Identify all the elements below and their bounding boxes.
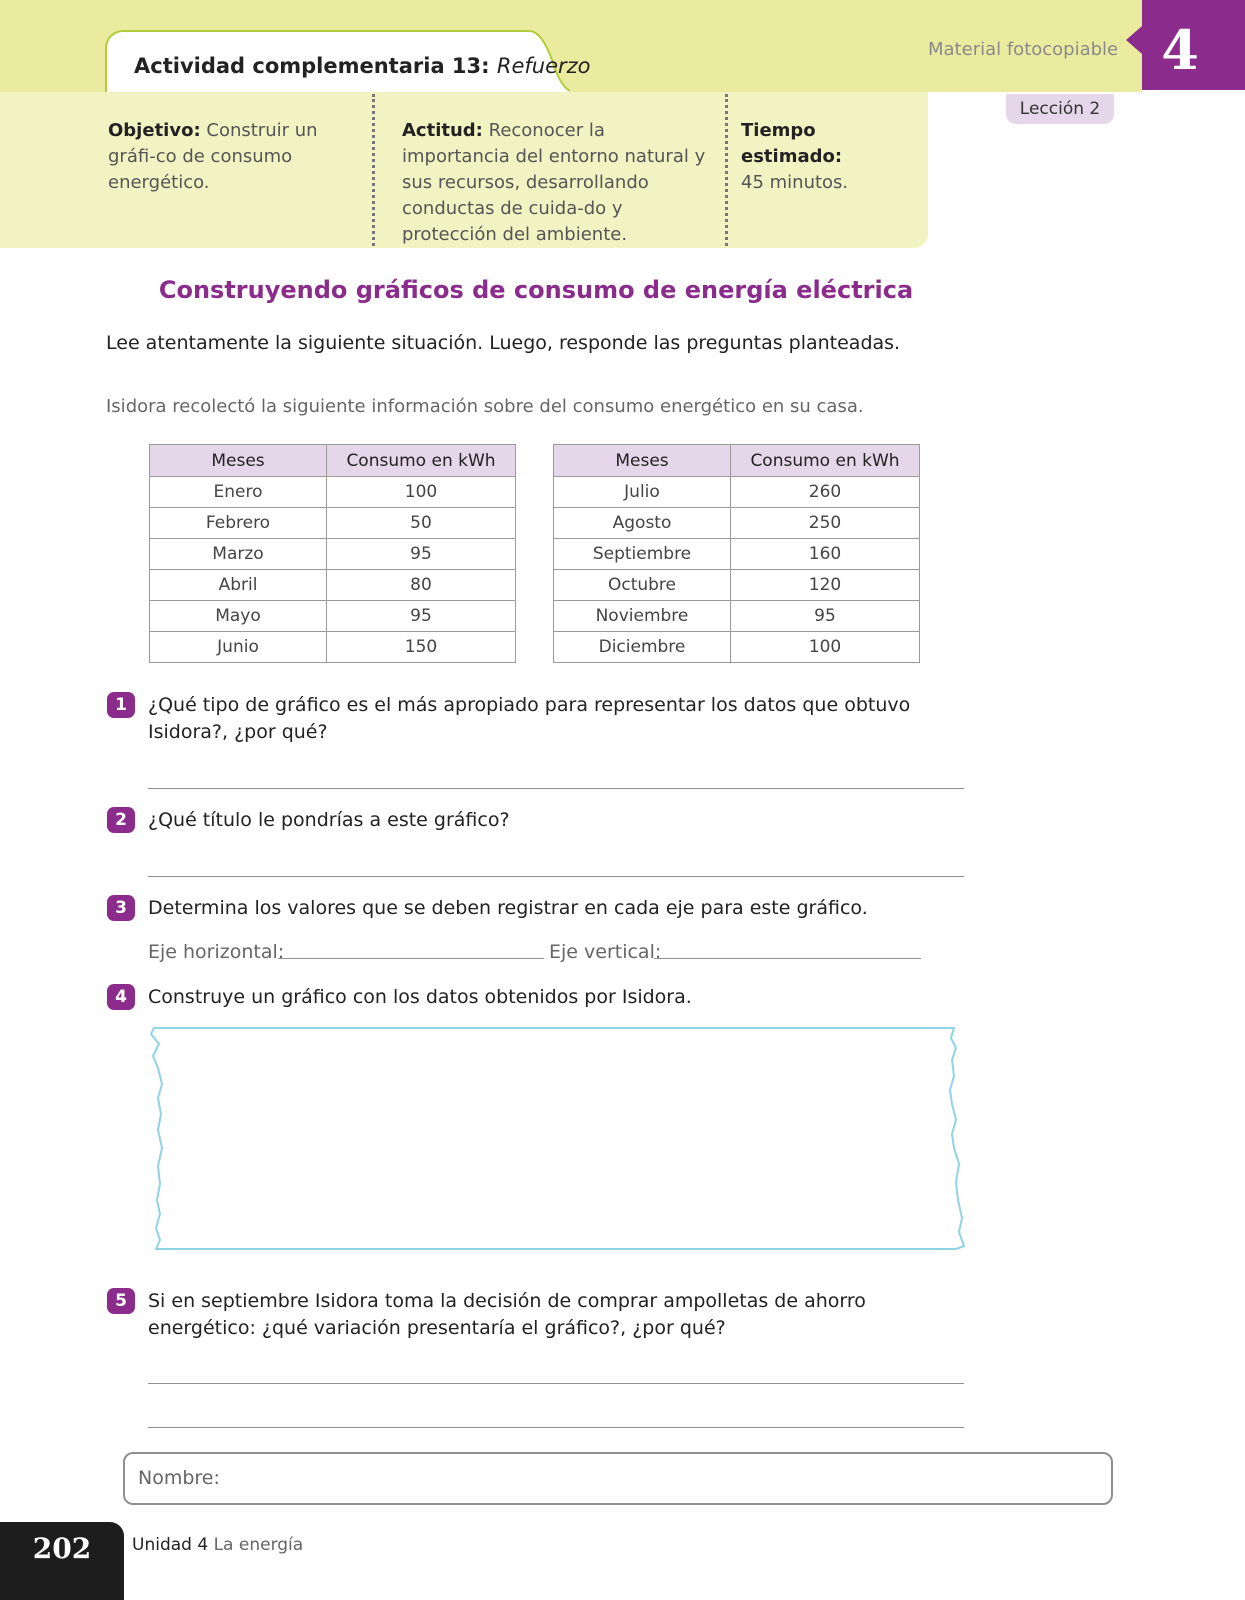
activity-type: Refuerzo: [496, 54, 591, 78]
table-cell-value: 80: [327, 570, 516, 601]
table-row: [150, 570, 516, 601]
table-cell-month: Noviembre: [554, 601, 731, 632]
table-cell-value: 260: [731, 477, 920, 508]
table-cell-month: Julio: [554, 477, 731, 508]
answer-line[interactable]: [148, 1383, 964, 1384]
table-row: [150, 539, 516, 570]
time-block: [741, 118, 921, 196]
objective-text: Construir un gráfi-co de consumo energético.: [108, 120, 318, 193]
table-row: [150, 477, 516, 508]
table-cell-month: Septiembre: [554, 539, 731, 570]
attitude-label: Actitud:: [402, 120, 483, 141]
horizontal-axis-label: Eje horizontal:: [148, 941, 285, 963]
table-row: [554, 539, 920, 570]
table-cell-month: Enero: [150, 477, 327, 508]
attitude-block: [402, 118, 712, 248]
table-header-row: [554, 445, 920, 477]
question-text: ¿Qué título le pondrías a este gráfico?: [148, 809, 510, 831]
attitude-text: Reconocer la importancia del entorno natural y sus recursos, desarrollando conductas de cuida-do y protección del ambiente.: [402, 120, 706, 245]
table-row: [554, 601, 920, 632]
activity-title: [134, 54, 591, 78]
table-row: [554, 632, 920, 663]
table-header-months: Meses: [554, 445, 731, 477]
answer-line[interactable]: [148, 876, 964, 877]
table-cell-value: 50: [327, 508, 516, 539]
consumption-table-left: [149, 444, 516, 663]
unit-number: 4: [1161, 18, 1199, 82]
question-text: Si en septiembre Isidora toma la decisión de comprar ampolletas de ahorro energético: ¿qué variación presentaría el gráfico?, ¿por qué?: [148, 1290, 866, 1339]
table-row: [150, 601, 516, 632]
table-cell-value: 95: [327, 539, 516, 570]
graph-drawing-area[interactable]: [146, 1024, 966, 1254]
question-number-badge: 1: [107, 692, 135, 718]
dotted-divider: [725, 94, 728, 246]
table-cell-value: 250: [731, 508, 920, 539]
question-text: Determina los valores que se deben registrar en cada eje para este gráfico.: [148, 897, 868, 919]
instruction-text: Lee atentamente la siguiente situación. Luego, responde las preguntas planteadas.: [106, 332, 901, 354]
question-number-badge: 2: [107, 807, 135, 833]
dotted-divider: [372, 94, 375, 246]
table-cell-value: 100: [327, 477, 516, 508]
table-cell-value: 160: [731, 539, 920, 570]
question-number-badge: 3: [107, 895, 135, 921]
page-number: 202: [32, 1532, 92, 1565]
table-header-row: [150, 445, 516, 477]
objective-label: Objetivo:: [108, 120, 201, 141]
horizontal-axis-answer-line[interactable]: [278, 958, 544, 959]
vertical-axis-label: Eje vertical:: [549, 941, 662, 963]
table-cell-value: 95: [327, 601, 516, 632]
table-cell-month: Agosto: [554, 508, 731, 539]
table-cell-value: 150: [327, 632, 516, 663]
table-cell-value: 95: [731, 601, 920, 632]
table-cell-month: Febrero: [150, 508, 327, 539]
page-title: Construyendo gráficos de consumo de energía eléctrica: [158, 276, 914, 304]
table-row: [554, 508, 920, 539]
intro-text: Isidora recolectó la siguiente información sobre del consumo energético en su casa.: [106, 396, 864, 417]
table-cell-month: Octubre: [554, 570, 731, 601]
footer-unit: [132, 1535, 303, 1555]
answer-line[interactable]: [148, 788, 964, 789]
name-field[interactable]: [123, 1452, 1113, 1505]
table-row: [150, 508, 516, 539]
question-number-badge: 5: [107, 1288, 135, 1314]
table-cell-month: Junio: [150, 632, 327, 663]
time-text: 45 minutos.: [741, 172, 849, 193]
table-header-consumption: Consumo en kWh: [327, 445, 516, 477]
footer-unit-label: Unidad 4: [132, 1535, 209, 1555]
material-label: Material fotocopiable: [928, 39, 1119, 60]
question-number-badge: 4: [107, 984, 135, 1010]
footer-unit-name: La energía: [213, 1535, 304, 1555]
vertical-axis-answer-line[interactable]: [654, 958, 921, 959]
question-text: Construye un gráfico con los datos obtenidos por Isidora.: [148, 986, 692, 1008]
table-row: [150, 632, 516, 663]
table-cell-month: Diciembre: [554, 632, 731, 663]
objective-block: [108, 118, 358, 196]
consumption-table-right: [553, 444, 920, 663]
table-cell-month: Mayo: [150, 601, 327, 632]
table-cell-value: 100: [731, 632, 920, 663]
time-label: Tiempo estimado:: [741, 120, 843, 167]
activity-label: Actividad complementaria 13:: [134, 54, 490, 78]
table-header-months: Meses: [150, 445, 327, 477]
table-cell-month: Marzo: [150, 539, 327, 570]
table-cell-value: 120: [731, 570, 920, 601]
unit-tab-point: [1126, 26, 1142, 54]
table-cell-month: Abril: [150, 570, 327, 601]
name-label: Nombre:: [138, 1467, 220, 1489]
table-row: [554, 570, 920, 601]
answer-line[interactable]: [148, 1427, 964, 1428]
lesson-badge: Lección 2: [1006, 94, 1114, 124]
question-text: ¿Qué tipo de gráfico es el más apropiado para representar los datos que obtuvo Isidora?, ¿por qué?: [148, 694, 911, 743]
table-row: [554, 477, 920, 508]
table-header-consumption: Consumo en kWh: [731, 445, 920, 477]
